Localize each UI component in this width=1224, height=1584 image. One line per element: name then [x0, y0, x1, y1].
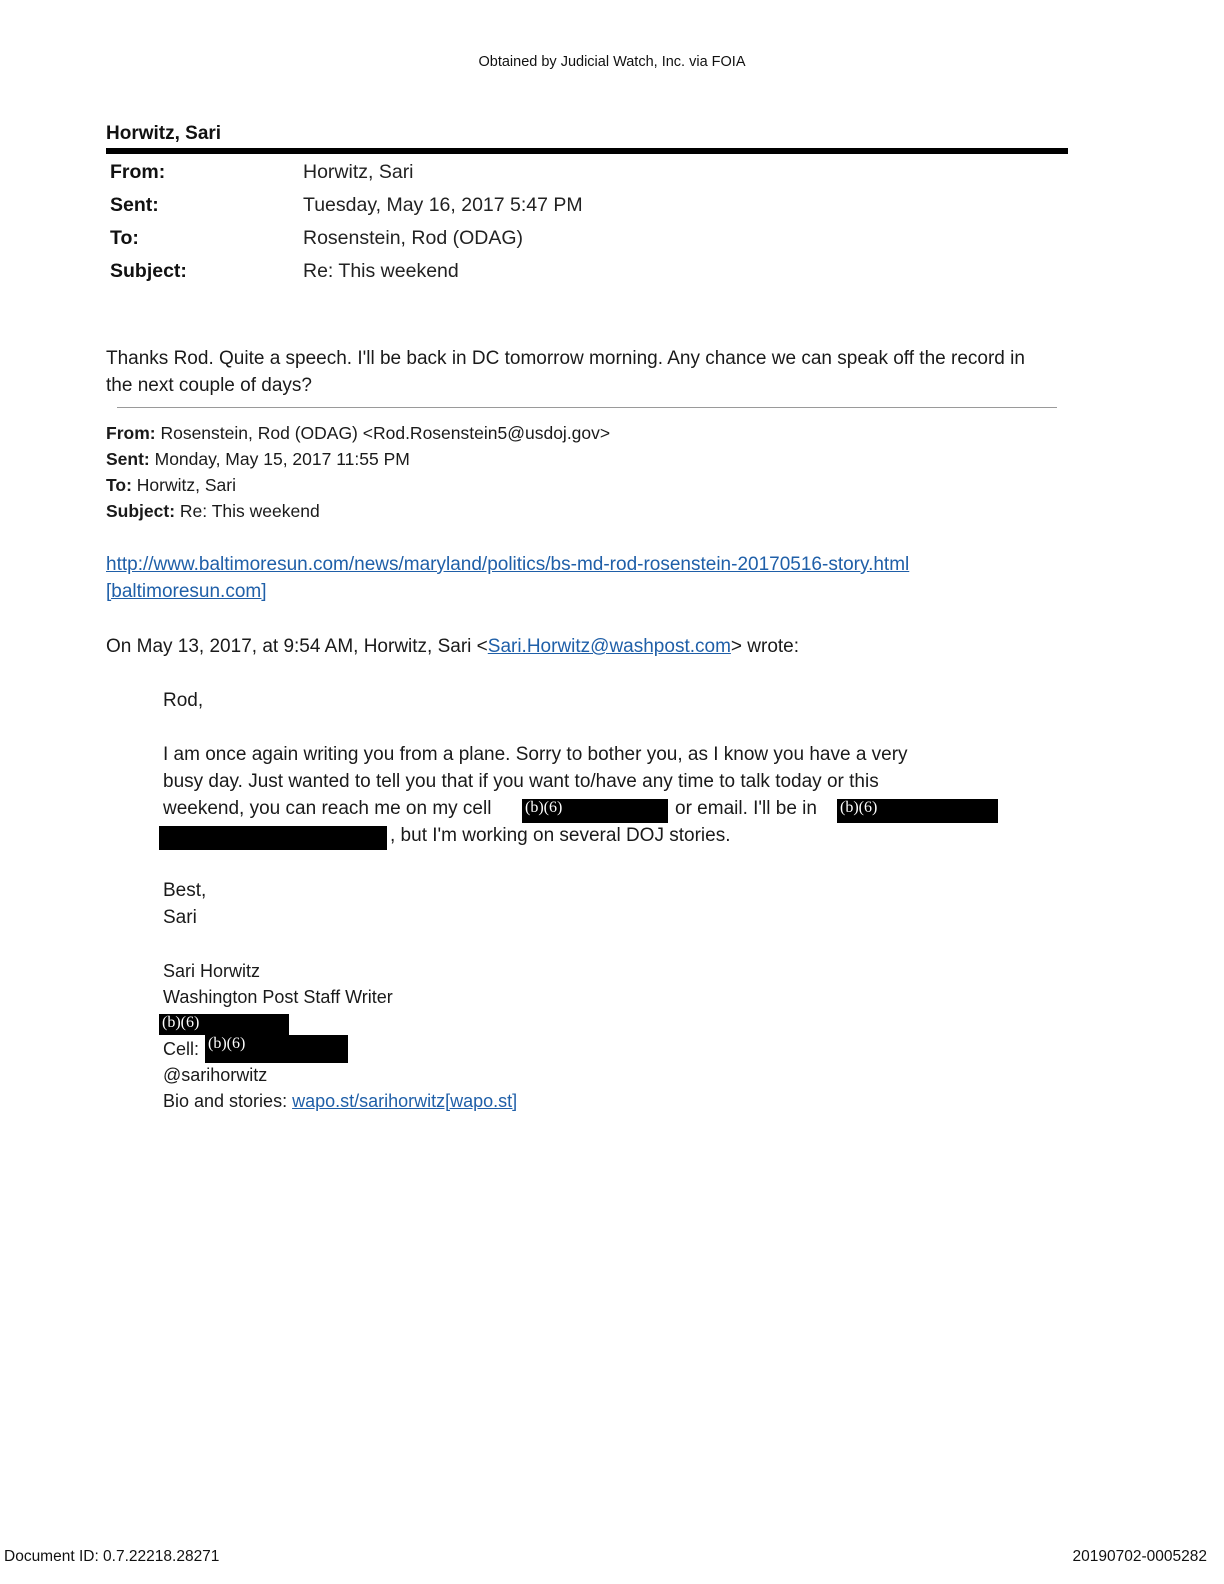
document-id: Document ID: 0.7.22218.28271 [4, 1548, 220, 1565]
baltimoresun-link-tag[interactable]: [baltimoresun.com] [106, 581, 267, 602]
intro-prefix: On May 13, 2017, at 9:54 AM, Horwitz, Sari < [106, 636, 488, 657]
signature-name: Sari Horwitz [163, 961, 261, 981]
twitter-handle: @sarihorwitz [163, 1065, 268, 1085]
body-line-3b: or email. I'll be in [675, 798, 817, 819]
bio-link[interactable]: wapo.st/sarihorwitz[wapo.st] [292, 1091, 518, 1111]
quoted-to [106, 475, 236, 496]
signature-title: Washington Post Staff Writer [163, 987, 393, 1007]
quoted-to-value: Horwitz, Sari [136, 475, 236, 495]
sent-value: Tuesday, May 16, 2017 5:47 PM [303, 194, 583, 216]
closing: Best, [163, 880, 207, 901]
redaction-box: (b)(6) [837, 799, 998, 823]
quoted-to-label: To: [106, 475, 132, 495]
original-message-intro [106, 636, 799, 658]
bio-line [163, 1091, 517, 1112]
closing-name: Sari [163, 907, 197, 928]
from-label: From: [110, 161, 166, 183]
subject-label: Subject: [110, 260, 187, 282]
sender-email-link[interactable]: Sari.Horwitz@washpost.com [487, 636, 731, 657]
quoted-from [106, 423, 610, 444]
redaction-box: (b)(6) [205, 1035, 348, 1063]
to-value: Rosenstein, Rod (ODAG) [303, 227, 523, 249]
body-line-1: I am once again writing you from a plane. Sorry to bother you, as I know you have a very [163, 744, 908, 765]
quoted-subject [106, 501, 320, 522]
greeting: Rod, [163, 690, 204, 711]
body-line-2: busy day. Just wanted to tell you that if you want to/have any time to talk today or this [163, 771, 879, 792]
quoted-from-value: Rosenstein, Rod (ODAG) <Rod.Rosenstein5@usdoj.gov> [160, 423, 611, 443]
quoted-from-label: From: [106, 423, 156, 443]
from-value: Horwitz, Sari [303, 161, 414, 183]
bio-label: Bio and stories: [163, 1091, 293, 1111]
cell-label: Cell: [163, 1039, 200, 1059]
quoted-sent-value: Monday, May 15, 2017 11:55 PM [154, 449, 410, 469]
to-label: To: [110, 227, 139, 249]
redaction-box [159, 826, 387, 850]
quoted-sent-label: Sent: [106, 449, 150, 469]
quote-divider [117, 407, 1057, 408]
redaction-box: (b)(6) [159, 1014, 289, 1035]
bates-number: 20190702-0005282 [1072, 1548, 1207, 1565]
quoted-subject-label: Subject: [106, 501, 176, 521]
reply-body: Thanks Rod. Quite a speech. I'll be back in DC tomorrow morning. Any chance we can speak off the record in the next couple of days? [106, 348, 1025, 396]
subject-value: Re: This weekend [303, 260, 459, 282]
quoted-sent [106, 449, 410, 470]
header-rule [106, 148, 1068, 154]
redaction-box: (b)(6) [522, 799, 668, 823]
intro-suffix: > wrote: [730, 636, 800, 657]
foia-watermark: Obtained by Judicial Watch, Inc. via FOIA [478, 54, 746, 70]
quoted-subject-value: Re: This weekend [179, 501, 320, 521]
baltimoresun-article-link[interactable]: http://www.baltimoresun.com/news/maryland/politics/bs-md-rod-rosenstein-20170516-story.html [106, 554, 910, 575]
sent-label: Sent: [110, 194, 159, 216]
mailbox-owner-name: Horwitz, Sari [106, 123, 222, 144]
body-line-4: , but I'm working on several DOJ stories. [390, 825, 731, 846]
body-line-3a: weekend, you can reach me on my cell [163, 798, 492, 819]
